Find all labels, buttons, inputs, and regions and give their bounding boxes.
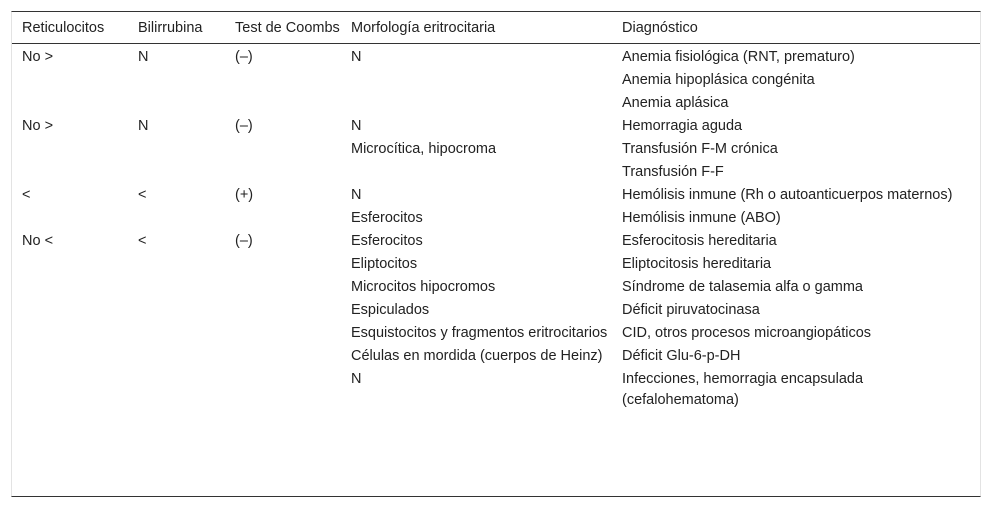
cell-bilirrubina (128, 93, 225, 116)
cell-diagnostico: Anemia aplásica (622, 95, 729, 111)
cell-reticulocitos (12, 323, 128, 346)
cell-diagnostico: Transfusión F-F (622, 164, 724, 180)
cell-morfologia: Eliptocitos (351, 256, 418, 272)
cell-morfologia (341, 162, 612, 185)
cell-test-coombs (225, 208, 341, 231)
cell-diagnostico: CID, otros procesos microangiopáticos (622, 325, 872, 341)
cell-test-coombs (225, 323, 341, 346)
cell-morfologia: N (351, 187, 362, 203)
table-row (12, 93, 980, 116)
table-row (12, 208, 980, 231)
cell-morfologia (341, 93, 612, 116)
cell-test-coombs (225, 162, 341, 185)
cell-reticulocitos (12, 162, 128, 185)
cell-diagnostico: Hemólisis inmune (ABO) (622, 210, 781, 226)
cell-test-coombs (225, 369, 341, 413)
cell-test-coombs (225, 254, 341, 277)
header-morfologia: Morfología eritrocitaria (341, 12, 612, 44)
cell-bilirrubina (128, 323, 225, 346)
cell-reticulocitos (12, 369, 128, 413)
cell-diagnostico: Esferocitosis hereditaria (622, 233, 777, 249)
cell-bilirrubina (128, 162, 225, 185)
table-row (12, 185, 980, 208)
cell-test-coombs (225, 300, 341, 323)
cell-morfologia: Espiculados (351, 302, 430, 318)
table-row (12, 44, 980, 71)
cell-bilirrubina (128, 369, 225, 413)
cell-reticulocitos (12, 254, 128, 277)
cell-reticulocitos: No > (22, 49, 54, 65)
cell-diagnostico: Anemia fisiológica (RNT, prematuro) (622, 49, 855, 65)
cell-bilirrubina (128, 277, 225, 300)
cell-diagnostico: Déficit piruvatocinasa (622, 302, 760, 318)
table-header (12, 12, 980, 44)
cell-morfologia: Microcítica, hipocroma (351, 141, 497, 157)
cell-diagnostico: Hemólisis inmune (Rh o autoanticuerpos maternos) (622, 187, 953, 203)
cell-test-coombs (225, 346, 341, 369)
table-row (12, 231, 980, 254)
cell-reticulocitos (12, 346, 128, 369)
cell-reticulocitos (12, 208, 128, 231)
table-row (12, 323, 980, 346)
cell-bilirrubina (128, 254, 225, 277)
cell-test-coombs: (–) (235, 118, 253, 134)
table-row (12, 116, 980, 139)
cell-diagnostico: Eliptocitosis hereditaria (622, 256, 772, 272)
cell-morfologia: Esferocitos (351, 210, 423, 226)
cell-morfologia: Esquistocitos y fragmentos eritrocitarios (351, 325, 608, 341)
cell-test-coombs: (–) (235, 49, 253, 65)
cell-diagnostico: Anemia hipoplásica congénita (622, 72, 815, 88)
table-row (12, 300, 980, 323)
header-row (12, 12, 980, 44)
cell-test-coombs (225, 70, 341, 93)
cell-morfologia: N (351, 371, 362, 387)
header-diagnostico: Diagnóstico (612, 12, 980, 44)
cell-reticulocitos (12, 300, 128, 323)
cell-diagnostico: Transfusión F-M crónica (622, 141, 778, 157)
cell-morfologia: Células en mordida (cuerpos de Heinz) (351, 348, 603, 364)
cell-reticulocitos: < (22, 187, 31, 203)
cell-diagnostico: Hemorragia aguda (622, 118, 743, 134)
cell-reticulocitos (12, 70, 128, 93)
table-row (12, 70, 980, 93)
cell-reticulocitos (12, 93, 128, 116)
cell-bilirrubina (128, 208, 225, 231)
cell-diagnostico: Déficit Glu-6-p-DH (622, 348, 741, 364)
table-row (12, 162, 980, 185)
cell-morfologia: Microcitos hipocromos (351, 279, 496, 295)
cell-bilirrubina: < (138, 187, 147, 203)
cell-test-coombs: (–) (235, 233, 253, 249)
cell-reticulocitos: No < (22, 233, 54, 249)
cell-test-coombs: (+) (235, 187, 254, 203)
cell-bilirrubina: N (138, 118, 149, 134)
cell-morfologia (341, 70, 612, 93)
cell-morfologia: N (351, 49, 362, 65)
diagnosis-table (12, 12, 980, 413)
table-row (12, 254, 980, 277)
cell-morfologia: Esferocitos (351, 233, 423, 249)
cell-bilirrubina (128, 70, 225, 93)
header-test-coombs: Test de Coombs (225, 12, 341, 44)
table-row (12, 369, 980, 413)
header-reticulocitos: Reticulocitos (12, 12, 128, 44)
cell-bilirrubina (128, 346, 225, 369)
table-row (12, 346, 980, 369)
cell-bilirrubina (128, 300, 225, 323)
table-row (12, 139, 980, 162)
cell-bilirrubina: N (138, 49, 149, 65)
table-body (12, 44, 980, 414)
header-bilirrubina: Bilirrubina (128, 12, 225, 44)
cell-reticulocitos (12, 139, 128, 162)
cell-test-coombs (225, 277, 341, 300)
diagnosis-table-container (11, 11, 981, 497)
cell-reticulocitos (12, 277, 128, 300)
cell-diagnostico: Infecciones, hemorragia encapsulada (cefalohematoma) (622, 371, 864, 408)
table-row (12, 277, 980, 300)
cell-bilirrubina (128, 139, 225, 162)
cell-reticulocitos: No > (22, 118, 54, 134)
cell-test-coombs (225, 139, 341, 162)
cell-test-coombs (225, 93, 341, 116)
cell-diagnostico: Síndrome de talasemia alfa o gamma (622, 279, 863, 295)
cell-morfologia: N (351, 118, 362, 134)
cell-bilirrubina: < (138, 233, 147, 249)
